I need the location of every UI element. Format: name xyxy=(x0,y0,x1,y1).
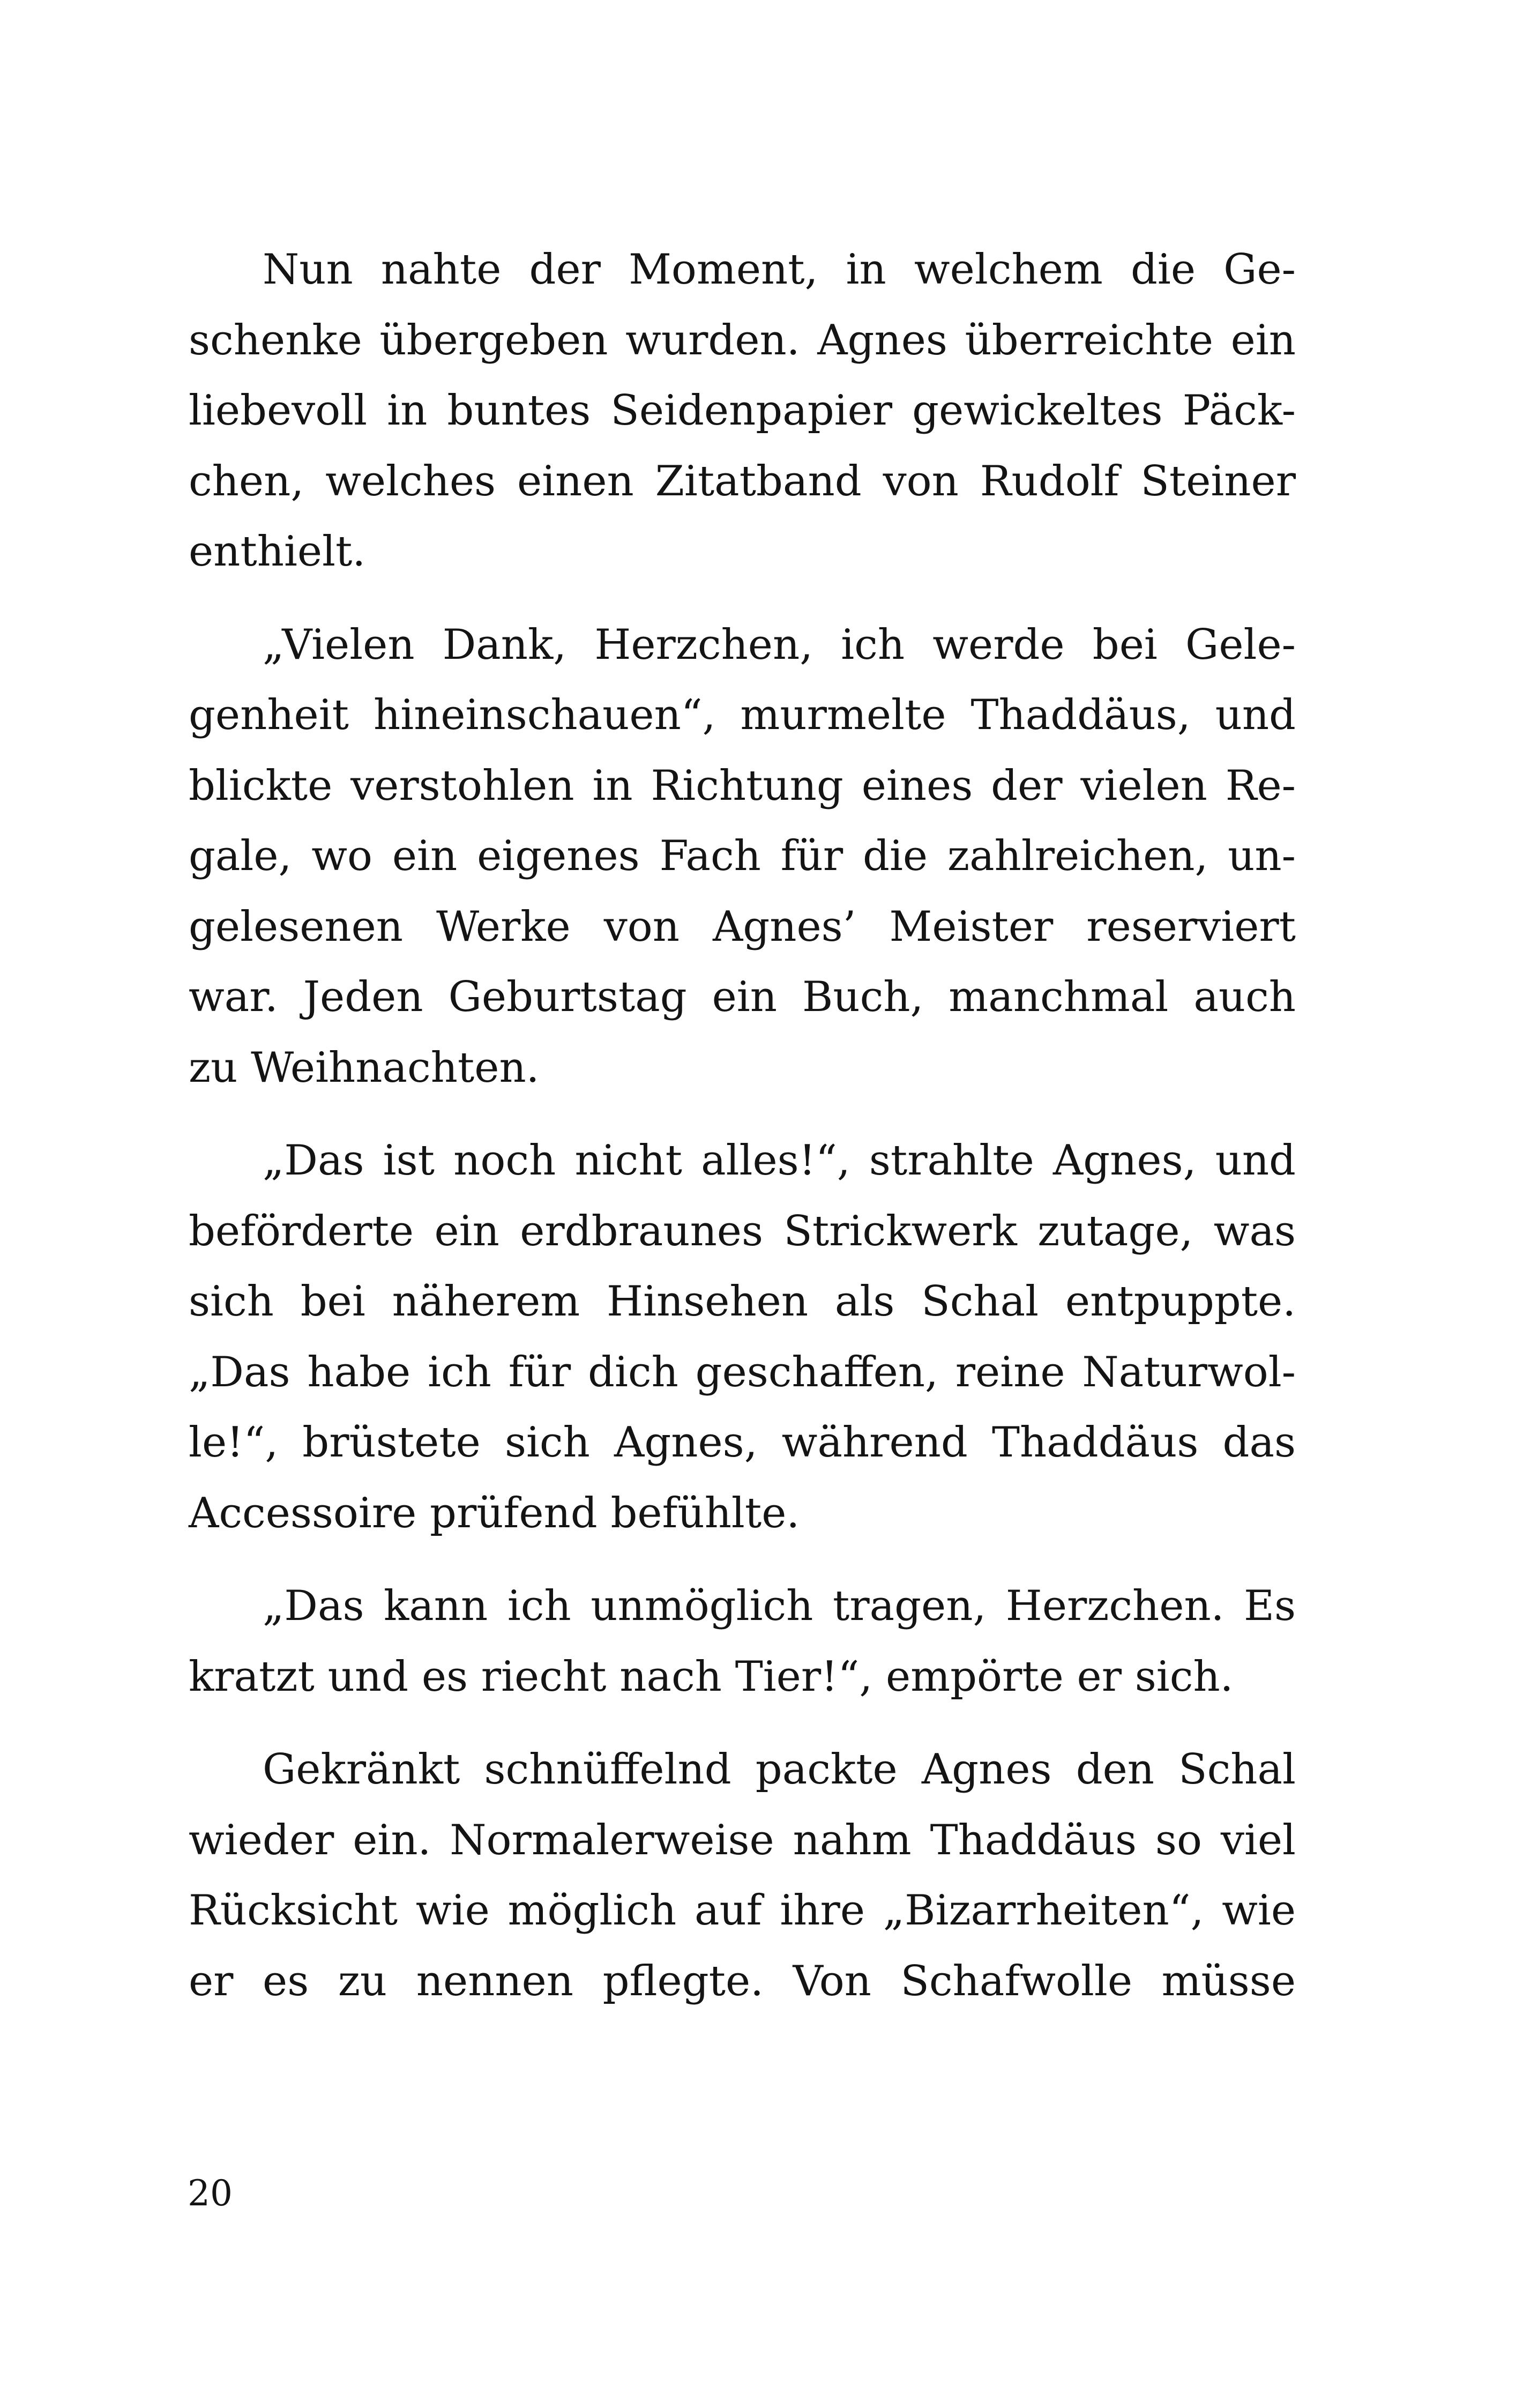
text-line: Nun nahte der Moment, in welchem die Ge- xyxy=(263,246,1296,294)
text-line: kratzt und es riecht nach Tier!“, empörte er sich. xyxy=(189,1652,1234,1701)
text-line: „Das habe ich für dich geschaffen, reine Naturwol- xyxy=(189,1348,1296,1396)
paragraph-4 xyxy=(189,1571,1296,1712)
text-line: gelesenen Werke von Agnes’ Meister reserviert xyxy=(189,902,1296,951)
text-line: le!“, brüstete sich Agnes, während Thaddäus das xyxy=(189,1418,1296,1467)
page-number: 20 xyxy=(188,2173,233,2214)
text-line: blickte verstohlen in Richtung eines der vielen Re- xyxy=(189,761,1296,810)
text-line: wieder ein. Normalerweise nahm Thaddäus so viel xyxy=(189,1816,1296,1864)
body-text xyxy=(189,235,1296,2039)
text-line: „Das ist noch nicht alles!“, strahlte Agnes, und xyxy=(263,1136,1296,1185)
text-line: enthielt. xyxy=(189,527,366,576)
text-line: schenke übergeben wurden. Agnes überreichte ein xyxy=(189,316,1296,365)
text-line: Rücksicht wie möglich auf ihre „Bizarrheiten“, wie xyxy=(189,1886,1296,1935)
text-line: beförderte ein erdbraunes Strickwerk zutage, was xyxy=(189,1207,1296,1255)
paragraph-1 xyxy=(189,235,1296,588)
text-line: er es zu nennen pflegte. Von Schafwolle müsse xyxy=(189,1957,1296,2005)
paragraph-3 xyxy=(189,1126,1296,1549)
text-line: „Vielen Dank, Herzchen, ich werde bei Gele- xyxy=(263,620,1296,669)
text-line: sich bei näherem Hinsehen als Schal entpuppte. xyxy=(189,1277,1296,1326)
text-line: „Das kann ich unmöglich tragen, Herzchen. Es xyxy=(263,1582,1296,1630)
paragraph-5 xyxy=(189,1735,1296,2017)
text-line: zu Weihnachten. xyxy=(189,1043,540,1092)
text-line: liebevoll in buntes Seidenpapier gewickeltes Päck- xyxy=(189,387,1296,435)
text-line: chen, welches einen Zitatband von Rudolf Steiner xyxy=(189,457,1296,506)
text-line: Accessoire prüfend befühlte. xyxy=(189,1489,800,1537)
text-line: gale, wo ein eigenes Fach für die zahlreichen, un- xyxy=(189,832,1296,880)
text-line: Gekränkt schnüffelnd packte Agnes den Schal xyxy=(263,1745,1296,1794)
text-line: war. Jeden Geburtstag ein Buch, manchmal auch xyxy=(189,973,1296,1021)
paragraph-2 xyxy=(189,610,1296,1104)
text-line: genheit hineinschauen“, murmelte Thaddäus, und xyxy=(189,691,1296,739)
